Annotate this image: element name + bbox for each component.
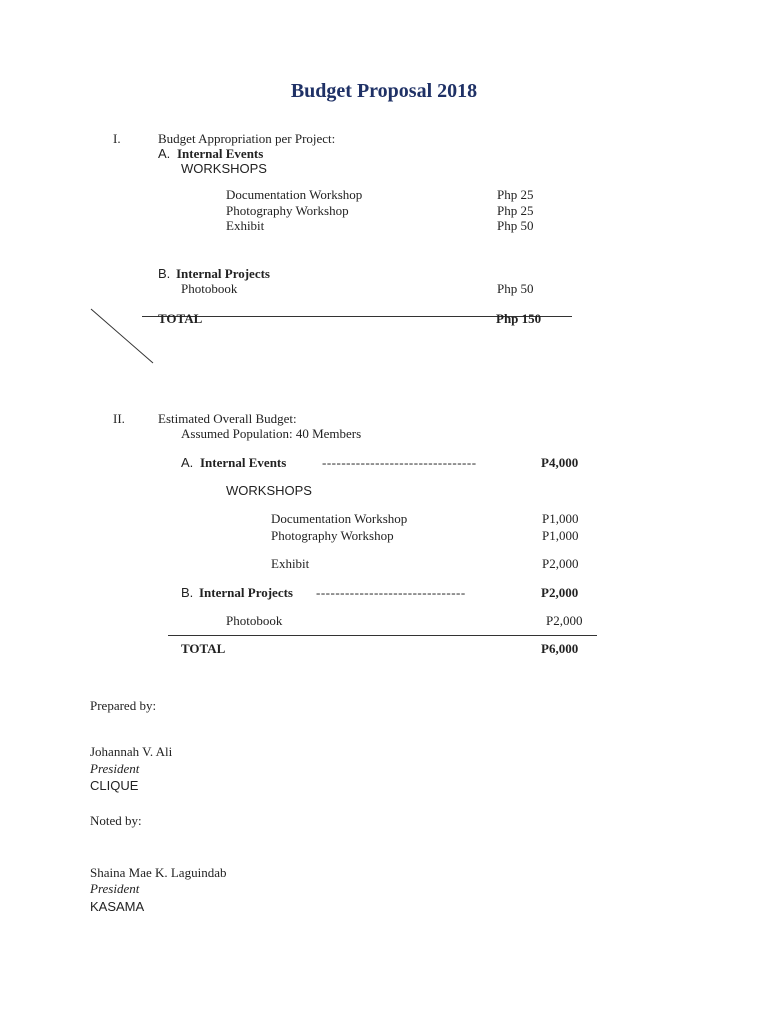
item-amount: Php 50 — [497, 218, 534, 233]
noted-by-title: President — [90, 881, 140, 896]
subsection-prefix: A. — [158, 146, 171, 161]
section-heading: Estimated Overall Budget: — [158, 411, 297, 426]
item-amount: P1,000 — [542, 528, 579, 543]
subsection-prefix: B. — [158, 266, 171, 281]
subsection-label-internal-projects: Internal Projects — [176, 266, 270, 281]
workshops-label: WORKSHOPS — [181, 161, 267, 176]
noted-by-org: KASAMA — [90, 899, 145, 914]
subsection-amount: P2,000 — [541, 585, 579, 600]
subsection-prefix: A. — [181, 455, 194, 470]
item-amount: P2,000 — [542, 556, 579, 571]
item-name: Documentation Workshop — [226, 187, 363, 202]
item-name: Documentation Workshop — [271, 511, 408, 526]
item-name: Photography Workshop — [226, 203, 349, 218]
prepared-by-name: Johannah V. Ali — [90, 744, 173, 759]
subsection-label-internal-events: Internal Events — [200, 455, 287, 470]
item-amount: Php 25 — [497, 187, 534, 202]
noted-by-label: Noted by: — [90, 813, 142, 828]
item-name: Exhibit — [271, 556, 310, 571]
total-amount: Php 150 — [496, 311, 542, 326]
section-numeral: II. — [113, 411, 125, 426]
total-rule — [168, 635, 597, 636]
leader-dashes: ------------------------------- — [316, 585, 466, 600]
noted-by-name: Shaina Mae K. Laguindab — [90, 865, 227, 880]
population-note: Assumed Population: 40 Members — [181, 426, 362, 441]
section-heading: Budget Appropriation per Project: — [158, 131, 336, 146]
subsection-prefix: B. — [181, 585, 194, 600]
item-amount: P1,000 — [542, 511, 579, 526]
item-name: Photobook — [181, 281, 238, 296]
section-numeral: I. — [113, 131, 121, 146]
prepared-by-label: Prepared by: — [90, 698, 157, 713]
prepared-by-title: President — [90, 761, 140, 776]
total-label: TOTAL — [181, 641, 226, 656]
workshops-label: WORKSHOPS — [226, 483, 312, 498]
item-name: Exhibit — [226, 218, 265, 233]
leader-dashes: -------------------------------- — [322, 455, 477, 470]
total-amount: P6,000 — [541, 641, 579, 656]
diagonal-stroke — [88, 306, 158, 368]
subsection-label-internal-events: Internal Events — [177, 146, 264, 161]
item-amount: Php 50 — [497, 281, 534, 296]
subsection-label-internal-projects: Internal Projects — [199, 585, 293, 600]
document-title: Budget Proposal 2018 — [290, 80, 478, 102]
total-label: TOTAL — [158, 311, 203, 326]
prepared-by-org: CLIQUE — [90, 778, 139, 793]
item-name: Photography Workshop — [271, 528, 394, 543]
item-amount: P2,000 — [546, 613, 583, 628]
subsection-amount: P4,000 — [541, 455, 579, 470]
item-name: Photobook — [226, 613, 283, 628]
item-amount: Php 25 — [497, 203, 534, 218]
